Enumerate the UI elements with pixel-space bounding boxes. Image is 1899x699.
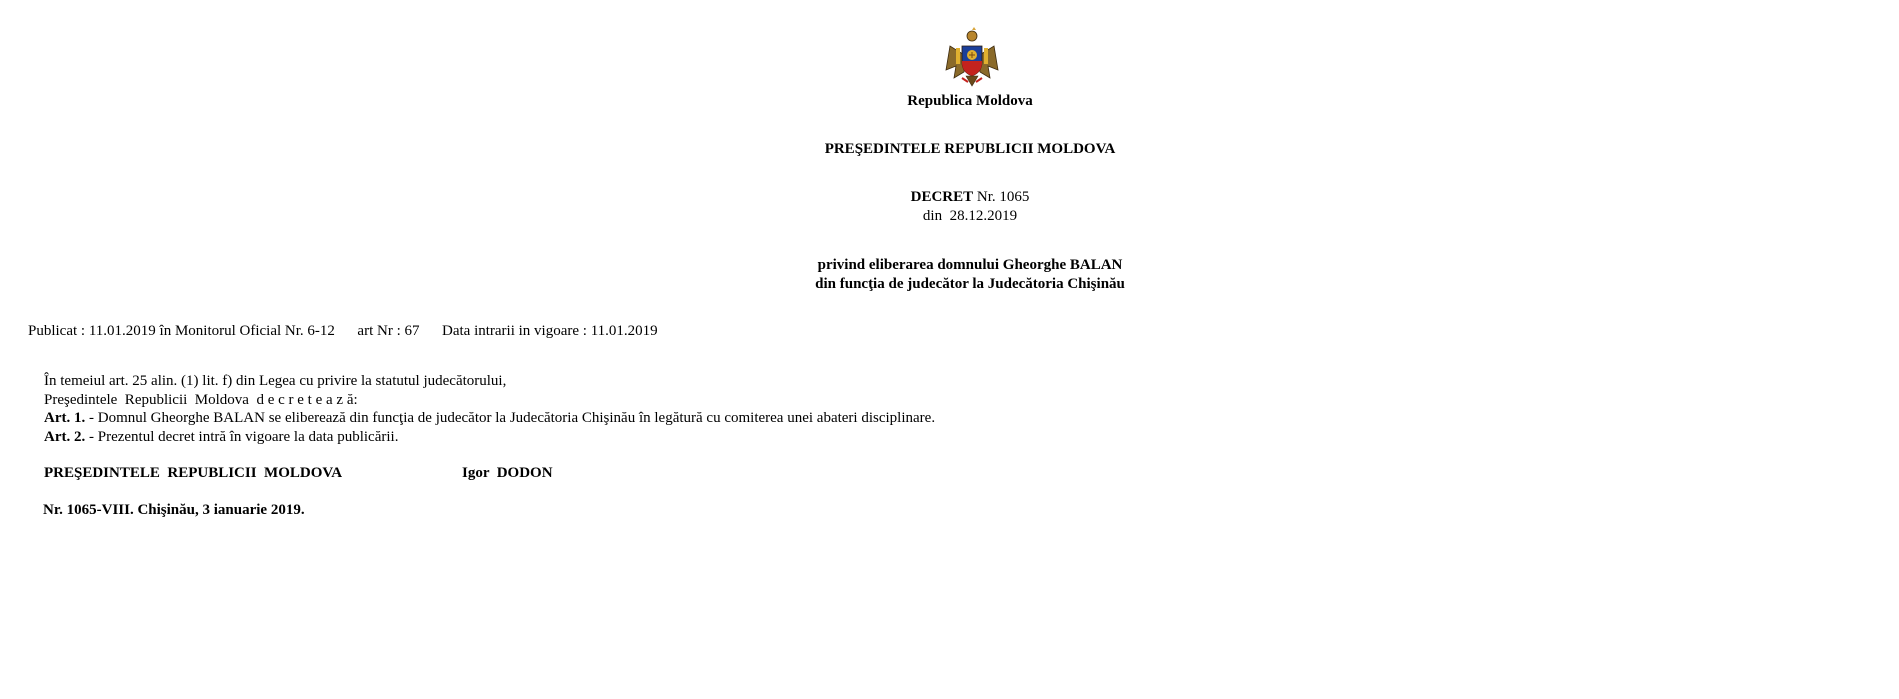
article-1-text: - Domnul Gheorghe BALAN se eliberează din funcţia de judecător la Judecătoria Chişinău în legătură cu comiterea unei abateri disciplinare. — [85, 410, 936, 426]
decree-subject — [800, 256, 1140, 294]
president-title: PREŞEDINTELE REPUBLICII MOLDOVA — [824, 141, 1116, 157]
article-2-text: - Prezentul decret intră în vigoare la data publicării. — [85, 428, 399, 445]
decree-date — [800, 208, 1140, 225]
publication-info — [28, 323, 658, 340]
subject-line-1: privind eliberarea domnului Gheorghe BALAN — [817, 257, 1123, 273]
date-prefix: din — [922, 208, 943, 224]
decree-number: Nr. 1065 — [976, 189, 1030, 205]
legal-basis: În temeiul art. 25 alin. (1) lit. f) din Legea cu privire la statutul judecătorului, — [44, 373, 507, 389]
decrees-statement: Preşedintele Republicii Moldova d e c r e t e a z ă: — [44, 391, 358, 408]
article-2-label: Art. 2. — [44, 428, 86, 445]
republic-name: Republica Moldova — [907, 93, 1033, 109]
article-1 — [44, 409, 935, 428]
decree-footer-number: Nr. 1065-VIII. Chişinău, 3 ianuarie 2019. — [43, 502, 305, 518]
decree-label: DECRET — [910, 189, 974, 205]
publication-in-force: Data intrarii in vigoare : 11.01.2019 — [442, 323, 658, 339]
decree-heading — [800, 189, 1140, 206]
moldova-coat-of-arms-icon — [944, 26, 1000, 88]
publication-source: Publicat : 11.01.2019 în Monitorul Oficial Nr. 6-12 — [28, 323, 335, 339]
decree-body — [44, 372, 935, 446]
publication-article: art Nr : 67 — [357, 323, 420, 339]
date-value: 28.12.2019 — [949, 208, 1018, 224]
article-1-label: Art. 1. — [44, 410, 86, 426]
article-2 — [44, 428, 935, 447]
signature-title: PREŞEDINTELE REPUBLICII MOLDOVA — [44, 465, 343, 481]
subject-line-2: din funcţia de judecător la Judecătoria Chişinău — [815, 276, 1125, 292]
signature-name: Igor DODON — [462, 465, 553, 481]
